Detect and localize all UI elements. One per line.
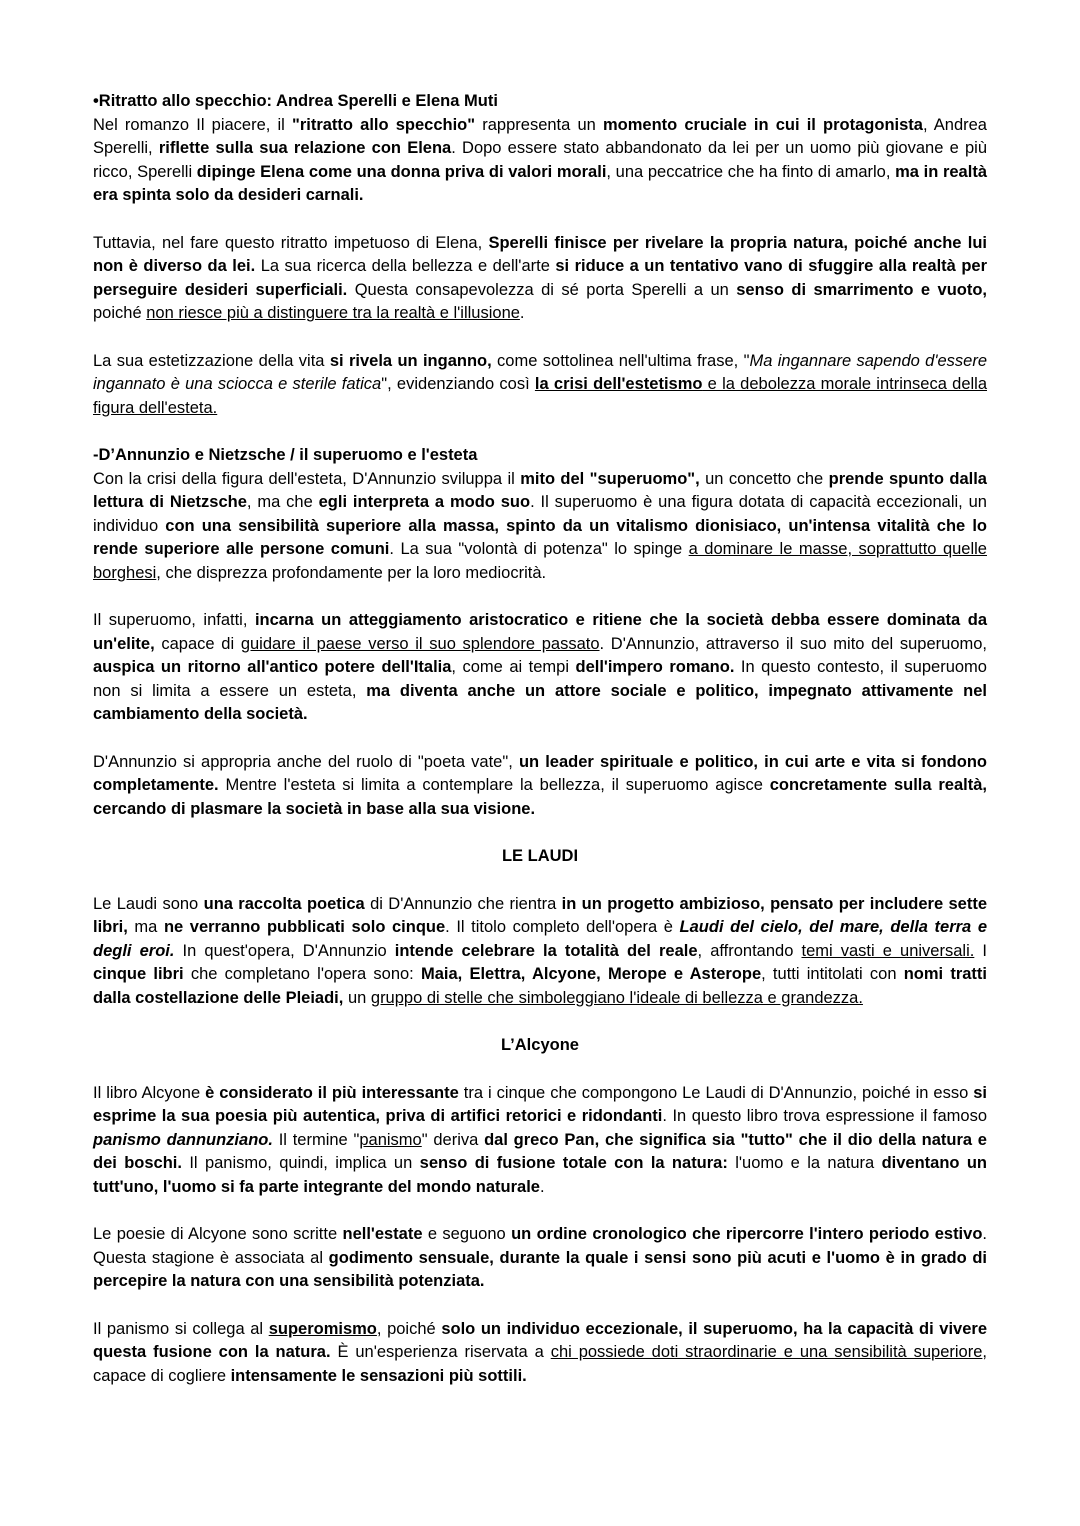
text-run: Le Laudi sono (93, 894, 204, 913)
paragraph (93, 893, 987, 1011)
text-run: di D'Annunzio che rientra (364, 894, 562, 913)
text-run: ma in realtà era spinta solo da desideri carnali. (93, 162, 987, 204)
text-run: Con la crisi della figura dell'esteta, D'Annunzio sviluppa il (93, 469, 521, 488)
text-run: intensamente le sensazioni più sottili. (230, 1366, 527, 1385)
text-run: nell'estate (342, 1225, 423, 1243)
text-run: In quest'opera, D'Annunzio (174, 941, 395, 960)
text-run: La sua ricerca della bellezza e dell'arte (255, 257, 556, 275)
text-run: ne verranno pubblicati solo cinque (163, 918, 446, 936)
text-run: un ordine cronologico che ripercorre l'intero periodo estivo (511, 1225, 983, 1243)
text-run: senso di smarrimento e vuoto, (736, 280, 988, 299)
text-run: cinque libri (93, 965, 184, 983)
text-run: concretamente sulla realtà, cercando di plasmare la società in base alla sua visione. (93, 776, 988, 818)
text-run: Maia, Elettra, Alcyone, Merope e Asterope (420, 965, 762, 983)
text-run: poiché (93, 304, 147, 322)
text-run: come sottolinea nell'ultima frase, " (491, 351, 750, 370)
text-run: si riduce a un tentativo vano di sfuggire alla realtà per perseguire desideri superficiali. (93, 257, 988, 299)
text-run: un (343, 988, 371, 1007)
text-run: D'Annunzio si appropria anche del ruolo di "poeta vate", (93, 752, 519, 771)
paragraph (93, 468, 987, 586)
text-run: intende celebrare la totalità del reale (394, 941, 698, 960)
text-run: che completano l'opera sono: (183, 965, 421, 983)
text-run: ", evidenziando così (381, 375, 535, 393)
text-run: . Dopo essere stato abbandonato da lei per un uomo più giovane e più ricco, Sperelli (93, 139, 987, 181)
text-run: rappresenta un (475, 115, 603, 134)
text-run: mito del "superuomo", (520, 469, 700, 488)
text-run: una raccolta poetica (203, 894, 365, 913)
paragraph (93, 609, 987, 727)
text-run: momento cruciale in cui il protagonista (602, 115, 923, 134)
text-run: Il superuomo, infatti, (93, 611, 255, 629)
text-run: con una sensibilità superiore alla massa, spinto da un vitalismo dionisiaco, un'intensa vitalità che lo rende superiore alle persone comuni (93, 516, 987, 558)
text-run: . Il titolo completo dell'opera è (445, 918, 680, 936)
text-run: . (519, 304, 525, 322)
paragraph (93, 232, 987, 326)
text-run: In questo contesto, il superuomo non si limita a essere un esteta, (93, 658, 987, 700)
text-run: diventano un tutt'uno, l'uomo si fa parte integrante del mondo naturale (93, 1154, 988, 1196)
text-run: si esprime la sua poesia più autentica, priva di artifici retorici e ridondanti (93, 1083, 987, 1125)
text-run: superomismo (268, 1319, 377, 1338)
text-run: Il termine " (272, 1130, 360, 1149)
text-run: l'uomo e la natura (727, 1154, 882, 1172)
text-run: Questa consapevolezza di sé porta Sperelli a un (347, 280, 737, 299)
text-run: solo un individuo eccezionale, il superuomo, ha la capacità di vivere questa fusione con la natura. (93, 1319, 987, 1361)
text-run: dal greco Pan, che significa sia "tutto" che il dio della natura e dei boschi. (93, 1130, 987, 1172)
text-run: , che disprezza profondamente per la loro mediocrità. (156, 563, 547, 582)
text-run: . Questa stagione è associata al (93, 1225, 987, 1267)
text-run: Il panismo si collega al (93, 1319, 269, 1338)
text-run: a dominare le masse, soprattutto quelle borghesi (93, 540, 987, 582)
section-title-alcyone: L’Alcyone (501, 1036, 579, 1054)
text-run: godimento sensuale, durante la quale i sensi sono più acuti e l'uomo è in grado di percepire la natura con una sensibilità potenziata. (93, 1248, 987, 1290)
text-run: Il libro Alcyone (93, 1083, 206, 1102)
text-run: in un progetto ambizioso, pensato per includere sette libri, (93, 894, 988, 936)
section-title-ritratto: •Ritratto allo specchio: Andrea Sperelli e Elena Muti (93, 92, 498, 110)
text-run: La sua estetizzazione della vita (93, 351, 330, 370)
text-run: Mentre l'esteta si limita a contemplare la bellezza, il superuomo agisce (218, 776, 770, 794)
text-run: . In questo libro trova espressione il famoso (662, 1107, 988, 1125)
text-run: , Andrea Sperelli, (93, 115, 987, 157)
text-run: , ma che (246, 493, 319, 511)
text-run: incarna un atteggiamento aristocratico e ritiene che la società debba essere dominata da un'elite, (93, 611, 987, 653)
text-run: guidare il paese verso il suo splendore passato (240, 634, 600, 653)
text-run: Laudi del cielo, del mare, della terra e degli eroi. (93, 918, 987, 960)
text-run: prende spunto dalla lettura di Nietzsche (93, 469, 987, 511)
text-run: capace di (154, 634, 241, 653)
text-run: e la debolezza morale intrinseca della figura dell'esteta. (93, 375, 988, 417)
text-run: . D'Annunzio, attraverso il suo mito del superuomo, (599, 634, 987, 653)
text-run: egli interpreta a modo suo (318, 493, 531, 511)
text-run: È un'esperienza riservata a (330, 1343, 551, 1361)
paragraph (93, 1318, 987, 1389)
text-run: e seguono (422, 1225, 512, 1243)
text-run: tra i cinque che compongono Le Laudi di D'Annunzio, poiché in esso (458, 1083, 974, 1102)
paragraph (93, 350, 987, 421)
text-run: " deriva (421, 1130, 485, 1149)
text-run: dell'impero romano. (575, 658, 735, 676)
text-run: , poiché (376, 1319, 442, 1338)
text-run: , come ai tempi (451, 658, 576, 676)
paragraph (93, 1223, 987, 1294)
text-run: dipinge Elena come una donna priva di valori morali (196, 162, 607, 181)
text-run: gruppo di stelle che simboleggiano l'ideale di bellezza e grandezza. (370, 988, 863, 1007)
text-run: . (539, 1177, 545, 1196)
text-run: Le poesie di Alcyone sono scritte (93, 1225, 343, 1243)
paragraph (93, 1082, 987, 1200)
text-run: Tuttavia, nel fare questo ritratto impetuoso di Elena, (93, 233, 489, 252)
text-run: chi possiede doti straordinarie e una sensibilità superiore (550, 1343, 983, 1361)
text-run: ma (127, 918, 164, 936)
text-run: I (974, 941, 988, 960)
section-title-superuomo: -D’Annunzio e Nietzsche / il superuomo e l'esteta (93, 446, 478, 464)
text-run: ma diventa anche un attore sociale e politico, impegnato attivamente nel cambiamento della società. (93, 681, 987, 723)
text-run: temi vasti e universali. (801, 941, 975, 960)
text-run: riflette sulla sua relazione con Elena (158, 139, 452, 157)
text-run: nomi tratti dalla costellazione delle Pleiadi, (93, 965, 987, 1007)
text-run: Ma ingannare sapendo d'essere ingannato è una sciocca e sterile fatica (93, 351, 988, 393)
text-run: , capace di cogliere (93, 1343, 987, 1385)
section-title-laudi: LE LAUDI (501, 847, 579, 865)
text-run: si rivela un inganno, (329, 351, 492, 370)
text-run: . La sua "volontà di potenza" lo spinge (389, 540, 689, 558)
text-run: Il panismo, quindi, implica un (181, 1154, 420, 1172)
text-run: un leader spirituale e politico, in cui arte e vita si fondono completamente. (93, 752, 987, 794)
text-run: auspica un ritorno all'antico potere dell'Italia (93, 658, 452, 676)
text-run: non riesce più a distinguere tra la realtà e l'illusione (146, 304, 520, 322)
text-run: , affrontando (697, 941, 802, 960)
text-run: panismo dannunziano. (93, 1130, 273, 1149)
paragraph (93, 751, 987, 822)
text-run: Nel romanzo Il piacere, il (93, 115, 293, 134)
text-run: è considerato il più interessante (205, 1083, 459, 1102)
text-run: Sperelli finisce per rivelare la propria natura, poiché anche lui non è diverso da lei. (93, 233, 987, 275)
text-run: panismo (359, 1130, 422, 1149)
text-run: . Il superuomo è una figura dotata di capacità eccezionali, un individuo (93, 493, 987, 535)
text-run: senso di fusione totale con la natura: (419, 1154, 728, 1172)
text-run: la crisi dell'estetismo (534, 375, 703, 393)
text-run: , tutti intitolati con (761, 965, 904, 983)
text-run: , una peccatrice che ha finto di amarlo, (606, 162, 896, 181)
text-run: un concetto che (699, 469, 829, 488)
text-run: "ritratto allo specchio" (292, 115, 476, 134)
paragraph (93, 114, 987, 208)
